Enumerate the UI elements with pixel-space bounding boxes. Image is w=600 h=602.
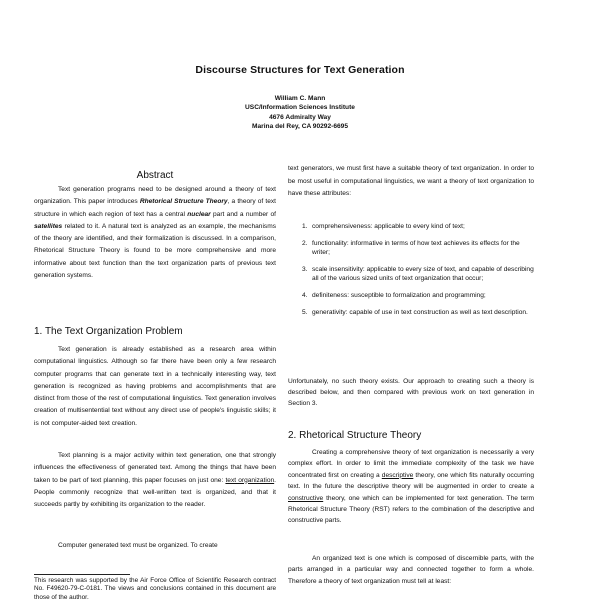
list-item: 3. scale insensitivity: applicable to every size of text, and capable of describing all of the various sized units of text organization that occur; (302, 265, 534, 283)
abstract-heading: Abstract (136, 170, 174, 181)
author-street: 4676 Admiralty Way (269, 113, 331, 121)
author-city: Marina del Rey, CA 90292-6695 (251, 123, 349, 131)
abstract-text: Text generation programs need to be designed around a theory of text organization. This paper introduces Rhetorical Structure Theory, a theory of text structure in which each region of text has a central nuclear part and a number of satellites related to it. A natural text is analyzed as an example, the mechanisms of the theory are identified, and their formalization is discussed. In a comparison, Rhetorical Structure Theory is found to be more comprehensive and more informative about text function than the text organization parts of previous text generation systems. (34, 186, 277, 280)
right-paragraph-1: text generators, we must first have a suitable theory of text organization. In order to be most useful in computational linguistics, we want a theory of text organization to have these attributes: (288, 165, 534, 197)
section2-paragraph-2: An organized text is one which is composed of discernible parts, with the parts arranged in a particular way and connected together to form a whole. Therefore a theory of text organization must tell at least: (288, 555, 534, 585)
attribute-list (302, 222, 534, 324)
paper-title: Discourse Structures for Text Generation (195, 64, 405, 76)
list-item: 1. comprehensiveness: applicable to every kind of text; (302, 223, 465, 230)
footnote-divider (34, 574, 130, 575)
section1-paragraph-3: Computer generated text must be organized. To create (58, 542, 218, 549)
section1-heading: 1. The Text Organization Problem (34, 326, 183, 337)
section1-paragraph-1: Text generation is already established as a research area within computational linguistics. Although so far there have been only a few research computer programs that can generate text in a technically interesting way, text generation is recognized as having problems and accomplishments that are distinct from those of the rest of computational linguistics. Text generation involves creation of multisentential text without any direct use of people's linguistic skills; it is not computer-aided text creation. (34, 346, 276, 427)
author-block (0, 94, 600, 132)
section1-paragraph-2: Text planning is a major activity within text generation, one that strongly influences the effectiveness of generated text. Among the things that have been taken to be part of text planning, this paper focuses on just one: text organization. People commonly recognize that well-written text is organized, and that it succeeds partly by exhibiting its organization to the reader. (34, 452, 276, 509)
list-item: 2. functionality: informative in terms of how text achieves its effects for the writer; (302, 239, 520, 257)
list-item: 5. generativity: capable of use in text construction as well as text description. (302, 308, 528, 316)
footnote: This research was supported by the Air Force Office of Scientific Research contract No. F49620-79-C-0181. The views and conclusions contained in this document are those of the author. (34, 577, 276, 601)
list-item: 4. definiteness: susceptible to formalization and programming; (302, 291, 486, 299)
right-paragraph-2: Unfortunately, no such theory exists. Our approach to creating such a theory is described below, and then compared with previous work on text generation in Section 3. (288, 378, 534, 407)
author-affiliation: USC/Information Sciences Institute (245, 104, 355, 112)
section2-paragraph-1: Creating a comprehensive theory of text organization is necessarily a very complex effort. In order to limit the immediate complexity of the task we have concentrated first on creating a descriptive theory, one which fits naturally occurring text. In the future the descriptive theory will be augmented in order to create a constructive theory, one which can be implemented for text generation. The term Rhetorical Structure Theory (RST) refers to the combination of the descriptive and constructive parts. (288, 449, 534, 525)
section2-heading: 2. Rhetorical Structure Theory (288, 430, 422, 441)
author-name: William C. Mann (274, 95, 326, 102)
